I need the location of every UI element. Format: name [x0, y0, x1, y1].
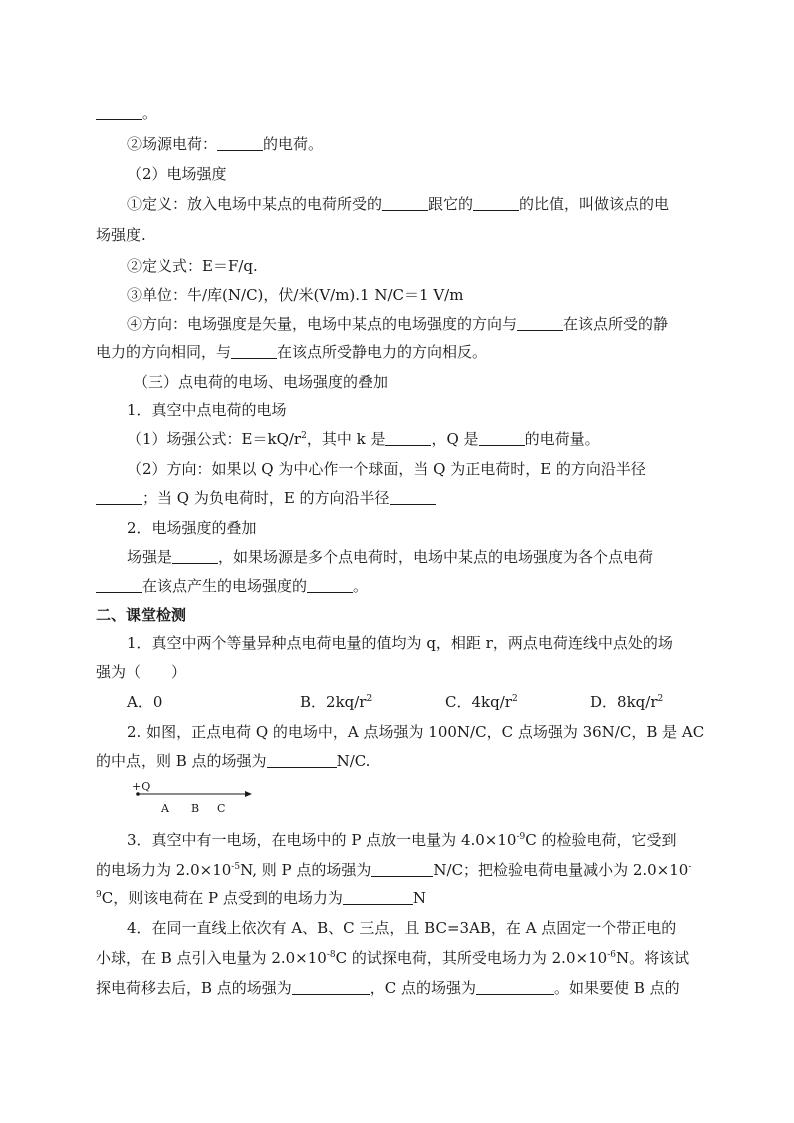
text-line: ②场源电荷： 的电荷。	[127, 135, 324, 153]
charge-label: +Q	[132, 780, 151, 793]
fill-blank	[96, 577, 142, 593]
option-a: A．0	[127, 693, 163, 711]
question-text: 1．真空中两个等量异种点电荷电量的值均为 q，相距 r，两点电荷连线中点处的场	[127, 634, 673, 652]
text-line: 。	[96, 103, 700, 123]
fill-blank	[517, 315, 563, 331]
text-line: ②定义式：E＝F/q.	[127, 257, 258, 275]
text-line: ③单位：牛/库(N/C)，伏/米(V/m).1 N/C＝1 V/m	[127, 286, 464, 304]
text-line: （1）场强公式：$E=kQ/r^2$，其中 k 是 ，Q 是 的电荷量。	[127, 430, 600, 448]
arrow-head-icon	[245, 791, 252, 797]
question-text: 4．在同一直线上依次有 A、B、C 三点，且 BC=3AB，在 A 点固定一个带正电的	[127, 919, 677, 937]
fill-blank	[267, 752, 337, 768]
question-text: 强为（ ）	[96, 663, 187, 681]
text-line: ；当 Q 为负电荷时，E 的方向沿半径	[96, 488, 700, 508]
question-text: 小球，在 B 点引入电量为 $2.0\times 10^{-8}C$ 的试探电荷，其所受电场力为 $2.0\times 10^{-6}N$。将该试	[96, 949, 690, 967]
text-line: 场强度.	[96, 226, 146, 244]
text-line: 场强是 ，如果场源是多个点电荷时，电场中某点的电场强度为各个点电荷	[127, 548, 654, 566]
option-b: B．$2kq/r^2$	[300, 693, 373, 711]
option-d: D．$8kq/r^2$	[590, 693, 664, 711]
fill-blank	[371, 861, 433, 877]
question-text: $^9$C，则该电荷在 P 点受到的电场力为 N	[96, 889, 426, 907]
fill-blank	[96, 489, 142, 505]
fill-blank	[476, 979, 554, 995]
fill-blank	[231, 343, 277, 359]
point-c-label: C	[217, 802, 226, 815]
fill-blank	[479, 430, 525, 446]
section-heading: （三）点电荷的电场、电场强度的叠加	[133, 373, 389, 391]
text-line: 电力的方向相同，与 在该点所受静电力的方向相反。	[96, 343, 488, 361]
section-heading: （2）电场强度	[127, 165, 227, 183]
fill-blank	[382, 195, 428, 211]
fill-blank	[390, 489, 436, 505]
point-a-label: A	[161, 802, 169, 815]
text-line: ④方向：电场强度是矢量，电场中某点的电场强度的方向与 在该点所受的静	[127, 315, 669, 333]
question-text: 探电荷移去后，B 点的场强为 ，C 点的场强为 。如果要使 B 点的	[96, 979, 680, 997]
question-text: 2. 如图，正点电荷 Q 的电场中，A 点场强为 100N/C，C 点场强为 36N/C，B 是 AC	[127, 723, 705, 741]
subsection-heading: 1．真空中点电荷的电场	[127, 401, 287, 419]
subsection-heading: 2．电场强度的叠加	[127, 519, 257, 537]
text-line: （2）方向：如果以 Q 为中心作一个球面，当 Q 为正电荷时，E 的方向沿半径	[127, 460, 646, 478]
fill-blank	[172, 548, 218, 564]
question-text: 3．真空中有一电场，在电场中的 P 点放一电量为 $4.0\times 10^{-9}C$ 的检验电荷，它受到	[127, 831, 677, 849]
fill-blank	[473, 195, 519, 211]
option-c: C．$4kq/r^2$	[445, 693, 518, 711]
fill-blank	[307, 577, 353, 593]
fill-blank	[292, 979, 370, 995]
fill-blank	[385, 430, 431, 446]
fill-blank	[96, 104, 142, 120]
text-line: 在该点产生的电场强度的 。	[96, 576, 700, 596]
fill-blank	[217, 135, 263, 151]
question-text: 的中点，则 B 点的场强为 N/C.	[96, 752, 371, 770]
fill-blank	[343, 889, 413, 905]
field-line-diagram	[128, 780, 258, 820]
question-text: 的电场力为 $2.0\times 10^{-5}N$, 则 P 点的场强为 N/C；把检验电荷电量减小为 2.0×10-	[96, 861, 692, 879]
section-title: 二、课堂检测	[96, 606, 187, 624]
text-line: ①定义：放入电场中某点的电荷所受的 跟它的 的比值，叫做该点的电	[127, 195, 670, 213]
point-b-label: B	[191, 802, 200, 815]
